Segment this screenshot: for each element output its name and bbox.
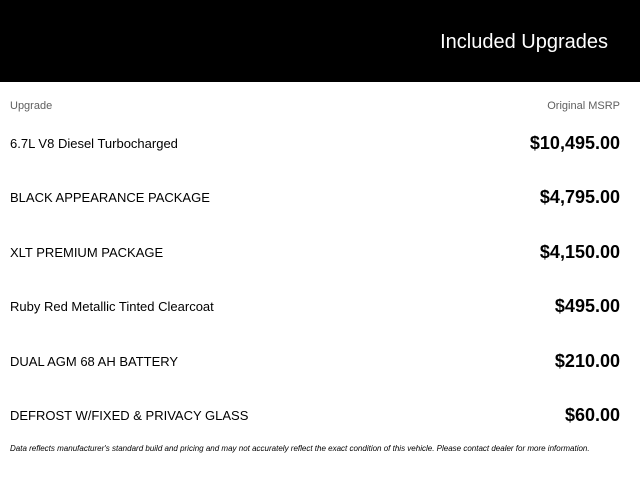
list-item bbox=[0, 388, 640, 442]
upgrade-name: DEFROST W/FIXED & PRIVACY GLASS bbox=[10, 407, 249, 423]
upgrade-price: $495.00 bbox=[554, 296, 620, 317]
list-item bbox=[0, 334, 640, 388]
upgrade-price: $4,795.00 bbox=[539, 187, 620, 208]
page-title: Included Upgrades bbox=[440, 31, 608, 53]
upgrade-price: $4,150.00 bbox=[539, 241, 620, 262]
disclaimer-text: Data reflects manufacturer's standard build and pricing and may not accurately reflect the exact condition of this vehicle. Please contact dealer for more information. bbox=[10, 444, 590, 453]
upgrade-name: BLACK APPEARANCE PACKAGE bbox=[10, 190, 210, 206]
list-item bbox=[0, 279, 640, 333]
list-item bbox=[0, 170, 640, 224]
column-header-msrp: Original MSRP bbox=[547, 100, 620, 112]
upgrade-name: 6.7L V8 Diesel Turbocharged bbox=[10, 136, 178, 151]
column-header-upgrade: Upgrade bbox=[10, 100, 53, 112]
upgrade-list bbox=[0, 116, 640, 442]
upgrade-price: $60.00 bbox=[564, 404, 620, 425]
upgrade-price: $10,495.00 bbox=[529, 133, 620, 153]
upgrade-name: DUAL AGM 68 AH BATTERY bbox=[10, 353, 179, 369]
upgrade-name: XLT PREMIUM PACKAGE bbox=[10, 244, 164, 260]
upgrade-name: Ruby Red Metallic Tinted Clearcoat bbox=[10, 299, 214, 315]
header-bar bbox=[0, 0, 640, 82]
upgrade-price: $210.00 bbox=[554, 350, 620, 371]
list-item bbox=[0, 116, 640, 170]
list-item bbox=[0, 225, 640, 279]
